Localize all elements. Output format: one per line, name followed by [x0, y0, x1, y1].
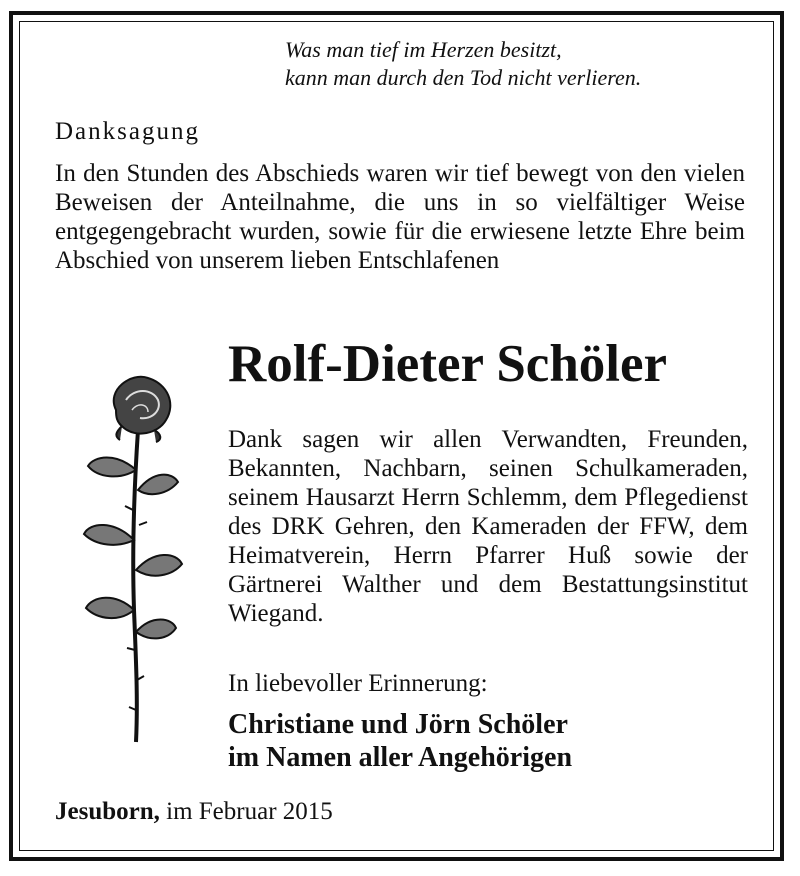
place-date [55, 798, 333, 826]
motto-line-1: Was man tief im Herzen besitzt, [285, 37, 562, 62]
heading-danksagung: Danksagung [55, 118, 200, 145]
deceased-name: Rolf-Dieter Schöler [228, 335, 668, 393]
signatories [228, 708, 572, 774]
rose-icon [76, 370, 196, 750]
memory-line: In liebevoller Erinnerung: [228, 670, 488, 697]
place-month: im Februar 2015 [166, 798, 333, 825]
signatories-line-2: im Namen aller Angehörigen [228, 742, 573, 773]
place-town: Jesuborn, [55, 798, 160, 825]
signatories-line-1: Christiane und Jörn Schöler [228, 709, 568, 740]
motto-line-2: kann man durch den Tod nicht verlieren. [285, 65, 642, 90]
intro-text: In den Stunden des Abschieds waren wir tief bewegt von den vielen Beweisen der Anteilnahme, die uns in so vielfältiger Weise entgegengebracht wurden, sowie für die erwiesene letzte Ehre beim Abschied von unserem lieben Entschlafenen [55, 160, 745, 274]
thanks-text: Dank sagen wir allen Verwandten, Freunden, Bekannten, Nachbarn, seinen Schulkameraden, seinem Hausarzt Herrn Schlemm, dem Pflegedienst des DRK Gehren, den Kameraden der FFW, dem Heimatverein, Herrn Pfarrer Huß sowie der Gärtnerei Walther und dem Bestattungsinstitut Wiegand. [228, 426, 748, 627]
motto-quote [245, 36, 745, 92]
